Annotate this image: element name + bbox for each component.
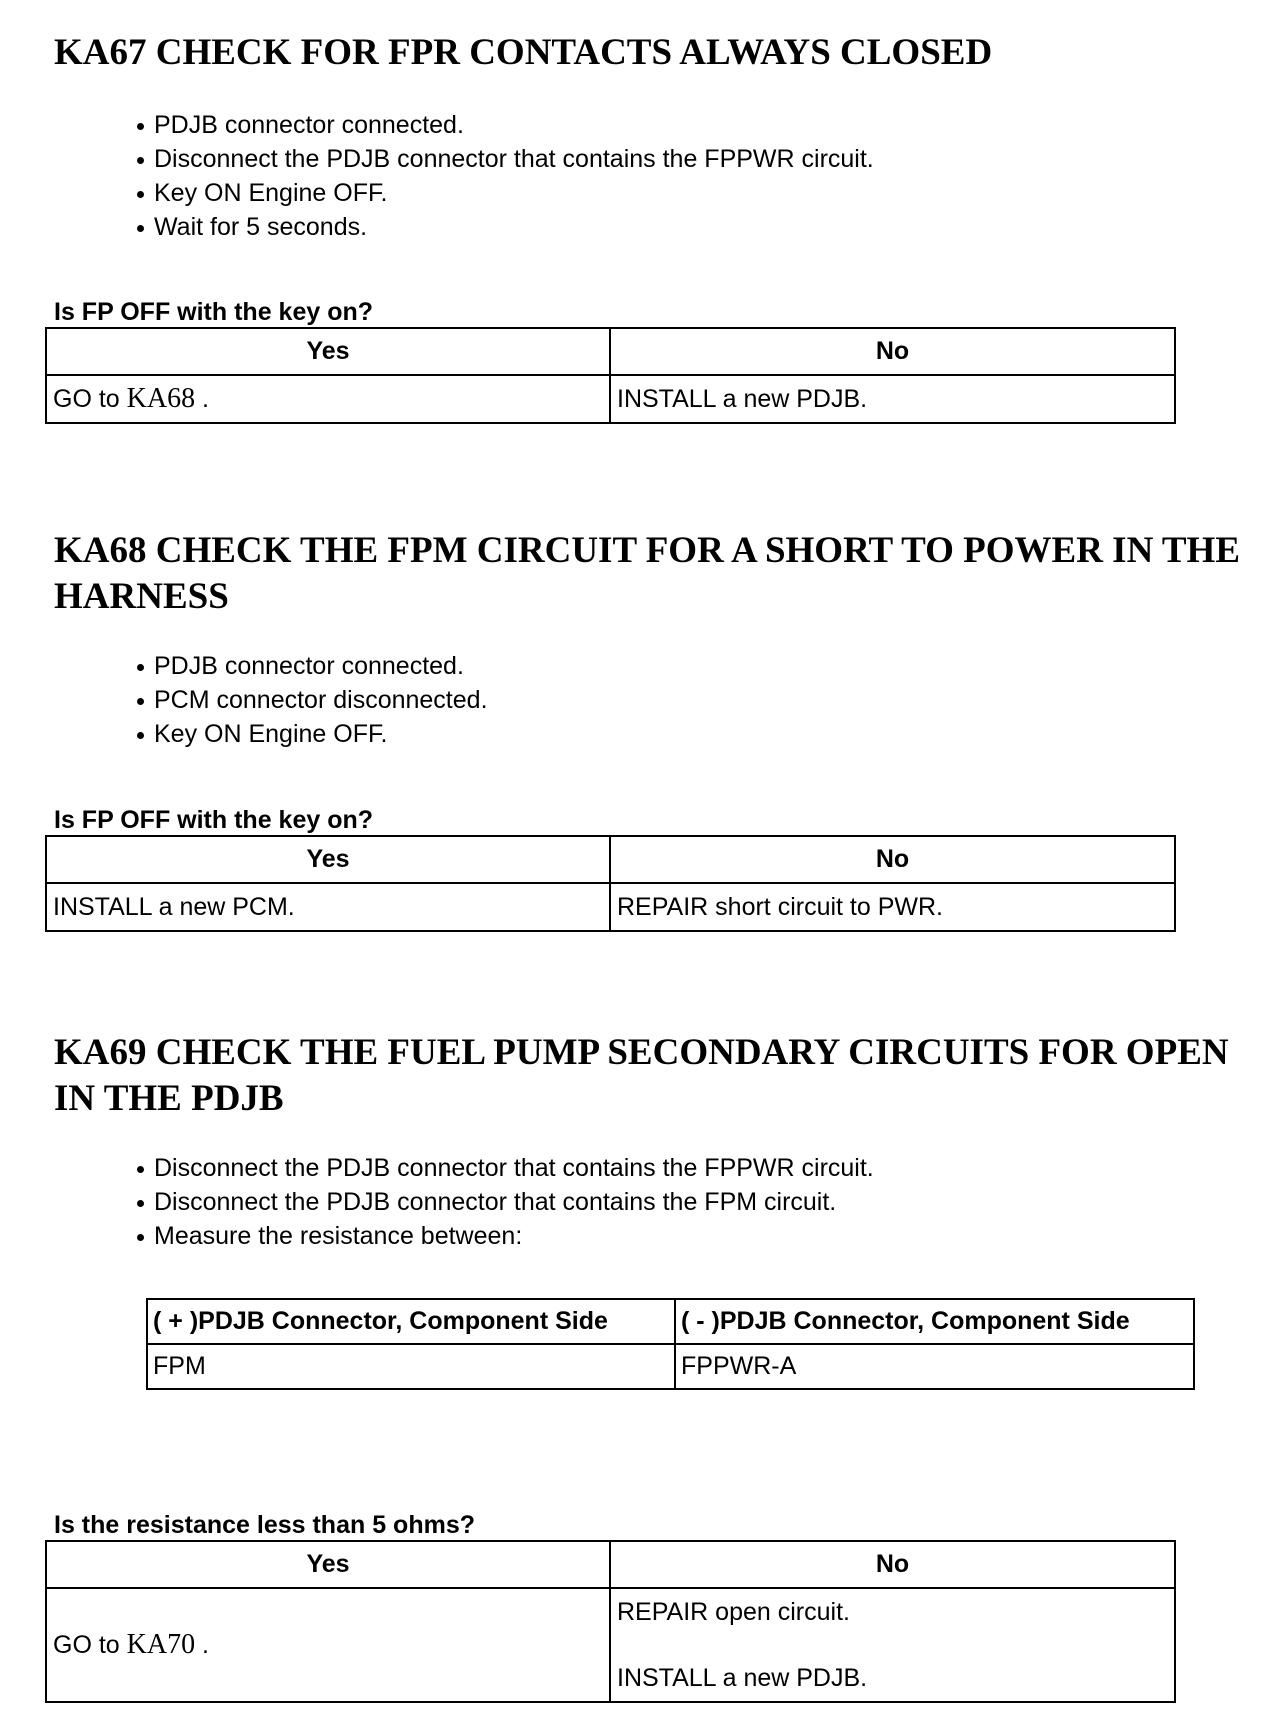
ka70-link[interactable]: KA70: [126, 1629, 196, 1660]
ka69-connector-table: [146, 1298, 1195, 1390]
minus-connector-value: FPPWR-A: [675, 1344, 1194, 1389]
ka68-question: Is FP OFF with the key on?: [54, 806, 374, 834]
ka68-link[interactable]: KA68: [126, 383, 196, 414]
ka68-result-table: [45, 835, 1176, 932]
yes-header: Yes: [46, 836, 610, 883]
ka67-steps: [134, 108, 874, 244]
no-action: INSTALL a new PDJB.: [617, 1664, 868, 1692]
yes-action: GO to KA68 .: [46, 375, 610, 423]
no-action: INSTALL a new PDJB.: [610, 375, 1175, 423]
ka68-title: KA68 CHECK THE FPM CIRCUIT FOR A SHORT TO POWER IN THE HARNESS: [54, 530, 1241, 617]
yes-action: INSTALL a new PCM.: [46, 883, 610, 931]
no-header: No: [610, 1541, 1175, 1588]
step-item: Disconnect the PDJB connector that contains the FPPWR circuit.: [134, 142, 874, 176]
plus-connector-value: FPM: [147, 1344, 675, 1389]
no-header: No: [610, 328, 1175, 375]
no-header: No: [610, 836, 1175, 883]
step-item: Key ON Engine OFF.: [134, 176, 874, 210]
no-action: REPAIR short circuit to PWR.: [610, 883, 1175, 931]
ka69-title: KA69 CHECK THE FUEL PUMP SECONDARY CIRCUITS FOR OPEN IN THE PDJB: [54, 1032, 1229, 1119]
step-item: Wait for 5 seconds.: [134, 210, 874, 244]
no-action: REPAIR open circuit.: [617, 1598, 850, 1626]
ka67-result-table: [45, 327, 1176, 424]
ka69-question: Is the resistance less than 5 ohms?: [54, 1511, 475, 1539]
step-item: PDJB connector connected.: [134, 108, 874, 142]
ka69-result-table: [45, 1540, 1176, 1703]
step-item: Disconnect the PDJB connector that contains the FPM circuit.: [134, 1185, 874, 1219]
step-item: Measure the resistance between:: [134, 1219, 874, 1253]
yes-action: GO to KA70 .: [46, 1588, 610, 1702]
no-actions: [610, 1588, 1175, 1702]
step-item: PCM connector disconnected.: [134, 683, 488, 717]
ka69-steps: [134, 1151, 874, 1253]
yes-header: Yes: [46, 1541, 610, 1588]
minus-connector-header: ( - )PDJB Connector, Component Side: [675, 1299, 1194, 1344]
step-item: PDJB connector connected.: [134, 649, 488, 683]
yes-header: Yes: [46, 328, 610, 375]
ka67-question: Is FP OFF with the key on?: [54, 298, 374, 326]
step-item: Key ON Engine OFF.: [134, 717, 488, 751]
step-item: Disconnect the PDJB connector that contains the FPPWR circuit.: [134, 1151, 874, 1185]
plus-connector-header: ( + )PDJB Connector, Component Side: [147, 1299, 675, 1344]
ka67-title: KA67 CHECK FOR FPR CONTACTS ALWAYS CLOSED: [54, 32, 993, 73]
ka68-steps: [134, 649, 488, 751]
